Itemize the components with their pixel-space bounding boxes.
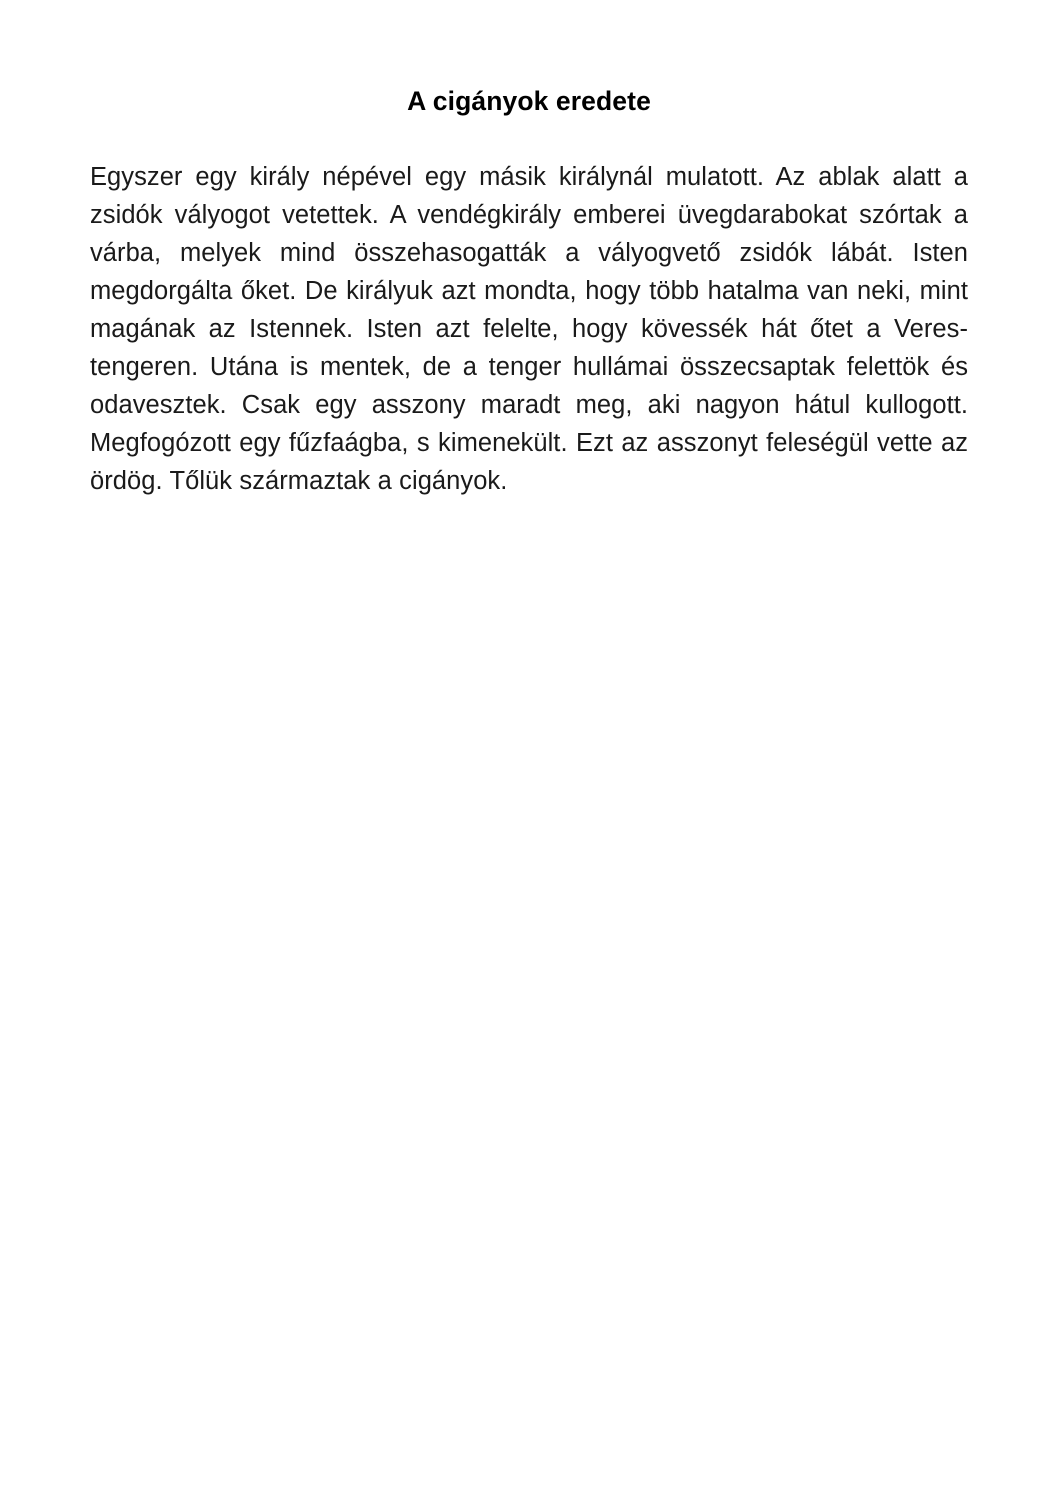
page-title: A cigányok eredete: [407, 86, 651, 116]
body-paragraph: Egyszer egy király népével egy másik királynál mulatott. Az ablak alatt a zsidók vályogot vetettek. A vendégkirály emberei üvegdarabokat szórtak a várba, melyek mind összehasogatták a vályogvető zsidók lábát. Isten megdorgálta őket. De királyuk azt mondta, hogy több hatalma van neki, mint magának az Istennek. Isten azt felelte, hogy kövessék hát őtet a Veres-tengeren. Utána is mentek, de a tenger hullámai összecsaptak felettök és odavesztek. Csak egy asszony maradt meg, aki nagyon hátul kullogott. Megfogózott egy fűzfaágba, s kimenekült. Ezt az asszonyt feleségül vette az ördög. Tőlük származtak a cigányok.: [90, 163, 968, 496]
document-text-block: [90, 0, 968, 1500]
